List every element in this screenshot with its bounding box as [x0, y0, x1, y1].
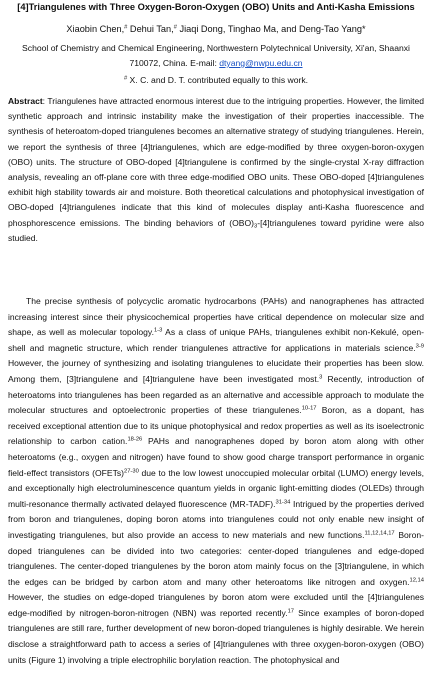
- body-sentence: Recently, introduction of heteroatoms into triangulenes has been regarded as an alternative and accessible approach to modulate the molecular structures and optoelectronic properties of these triangulenes.: [8, 373, 424, 416]
- equal-contribution-mark: #: [124, 24, 128, 31]
- email-link[interactable]: dtyang@nwpu.edu.cn: [219, 58, 303, 68]
- subscript: 3: [253, 223, 258, 230]
- body-sentence: Since examples of boron-doped triangulenes are still rare, further development of new boron-doped triangulenes is highly desirable. We herein disclose a straightforward path to access a series of [4]triangulenes with three oxygen-boron-oxygen (OBO) units (Figure 1) involving a triple electrophilic borylation reaction. The photophysical and: [8, 607, 425, 665]
- equal-contribution-mark: #: [123, 75, 128, 82]
- author-list: [0, 23, 432, 35]
- citation: 3: [319, 374, 323, 381]
- citation: 10-17: [301, 405, 317, 412]
- citation: 17: [287, 608, 295, 615]
- author-names: Dehui Tan,: [127, 24, 174, 34]
- affiliation-line: School of Chemistry and Chemical Engineering, Northwestern Polytechnical University, Xi'an, Shaanxi: [22, 43, 410, 53]
- body-sentence: The precise synthesis of polycyclic aromatic hydrocarbons (PAHs) and nanographenes has attracted increasing interest since their physicochemical properties have critical dependence on molecular size and shape, as well as molecular topology.: [8, 296, 424, 338]
- author-names: Jiaqi Dong, Tinghao Ma, and Deng-Tao Yang*: [176, 24, 366, 34]
- body-sentence: However, the studies on edge-doped triangulenes by boron atom were excluded until the [4]triangulenes edge-modified by nitrogen-boron-nitrogen (NBN) was reported recently.: [8, 592, 424, 618]
- contribution-note: [0, 74, 432, 86]
- body-sentence: due to the low lowest unoccupied molecular orbital (LUMO) energy levels, and exceptionally high electroluminescence quantum yields in organic light-emitting diodes (OLEDs) through multi-resonance thermally activated delayed fluorescence (MR-TADF).: [8, 467, 424, 509]
- contribution-text: X. C. and D. T. contributed equally to this work.: [127, 75, 309, 85]
- affiliation-address: 710072, China. E-mail:: [129, 58, 220, 68]
- abstract-text: -[4]triangulenes toward pyridine were also studied.: [8, 217, 425, 243]
- citation: 27-30: [123, 468, 139, 475]
- citation: 3-9: [415, 343, 424, 350]
- citation: 31-34: [275, 499, 291, 506]
- citation: 11,12,14,17: [364, 530, 395, 537]
- abstract-text: : Triangulenes have attracted enormous interest due to the intriguing properties. However, the limited synthetic approach and intrinsic instability make the investigation of their properties inaccessible. The synthesis of heteroatom-doped triangulenes becomes an alternative strategy of studying triangulenes. Herein, we report the synthesis of three [4]triangulenes, which are edge-modified by three oxygen-boron-oxygen (OBO) units. The structure of OBO-doped [4]triangulene is confirmed by the single-crystal X-ray diffraction analysis, revealing an off-plane core with three edge-modified OBO units. These OBO-doped [4]triangulenes exhibit high stability towards air and moisture. Both theoretical calculations and photophysical investigation of OBO-doped [4]triangulenes indicate that this kind of molecules display anti-Kasha fluorescence and phosphorescence emissions. The binding behaviors of (OBO): [8, 96, 424, 228]
- affiliation: [0, 41, 432, 71]
- author-names: Xiaobin Chen,: [66, 24, 125, 34]
- citation: 1-3: [153, 327, 163, 334]
- paper-title: [4]Triangulenes with Three Oxygen-Boron-Oxygen (OBO) Units and Anti-Kasha Emissions: [17, 2, 415, 12]
- body-sentence: Boron, as a dopant, has received exceptional attention due to its unique photophysical and redox properties as well as its isoelectronic relationship to carbon cation.: [8, 405, 424, 447]
- affiliation-line: [0, 56, 432, 71]
- equal-contribution-mark: #: [173, 24, 177, 31]
- body-sentence: Boron-doped triangulenes can be divided into two categories: center-doped triangulenes and edge-doped triangulenes. The center-doped triangulenes by the boron atom mainly focus on the [3]triangulene, in which the edges can be bridged by carbon atom and many other heteroatoms like nitrogen and oxygen.: [8, 529, 425, 587]
- citation: 18-26: [127, 436, 143, 443]
- body-sentence: As a class of unique PAHs, triangulenes exhibit non-Kekulé, open-shell and magnetic structure, which render triangulenes attractive for applications in materials science.: [8, 327, 424, 353]
- body-sentence: Intrigued by the properties derived from boron and triangulenes, doping boron atoms into triangulenes could not only enable new insight of investigating triangulenes, but also provide an access to new materials and new functions.: [8, 498, 424, 540]
- abstract: [8, 94, 424, 246]
- citation: 12,14: [409, 577, 424, 584]
- body-sentence: PAHs and nanographenes doped by boron atom along with other heteroatoms (e.g., oxygen and nitrogen) have found to show good charge transport performance in organic field-effect transistors (OFETs): [8, 436, 424, 478]
- body-sentence: However, the journey of synthesizing and isolating triangulenes to elucidate their properties has been slow. Among them, [3]triangulene and [4]triangulene have been investigated most.: [8, 358, 424, 384]
- abstract-label: Abstract: [8, 96, 43, 106]
- introduction-paragraph: [8, 294, 424, 668]
